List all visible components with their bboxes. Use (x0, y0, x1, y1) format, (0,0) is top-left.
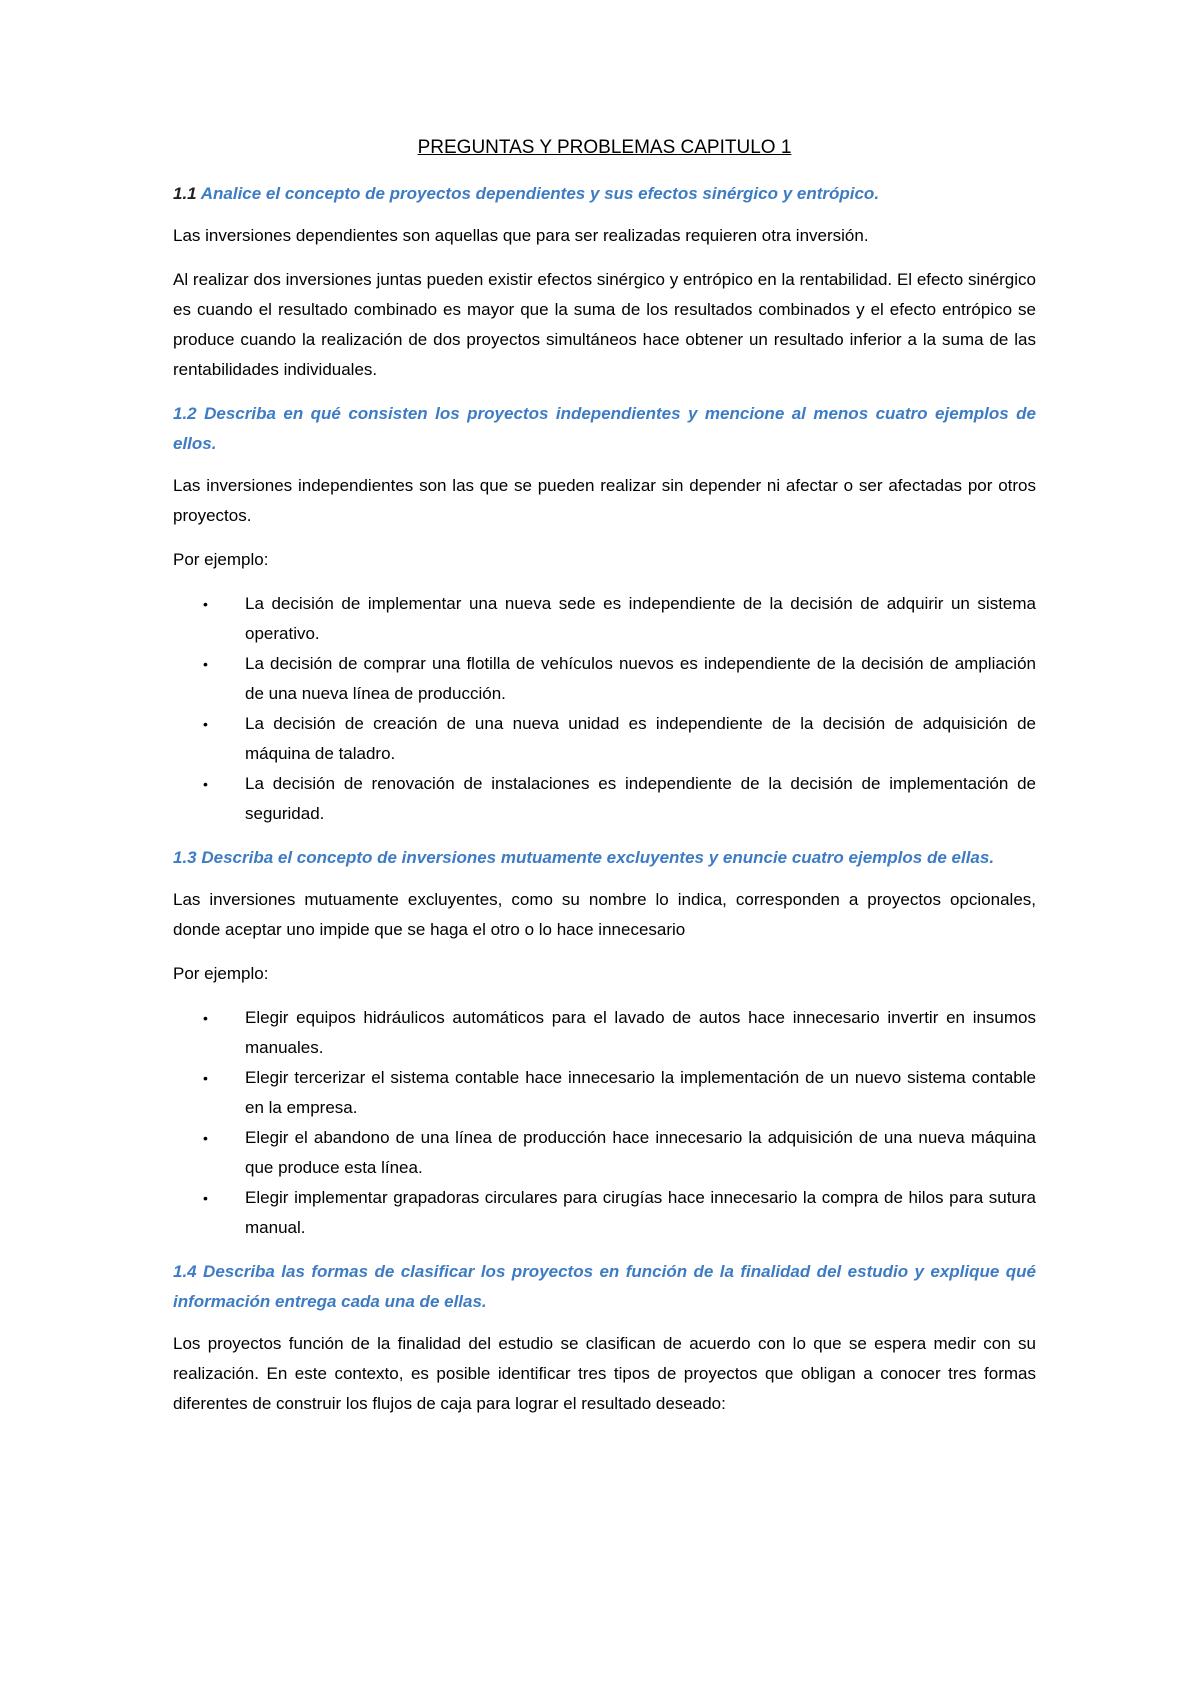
question-number: 1.2 (173, 404, 197, 423)
bullet-icon: • (203, 1010, 208, 1026)
answer-1-1-paragraph-2: Al realizar dos inversiones juntas pueden existir efectos sinérgico y entrópico en la rentabilidad. El efecto sinérgico es cuando el resultado combinado es mayor que la suma de los resultados combinados y el efecto entrópico se produce cuando la realización de dos proyectos simultáneos hace obtener un resultado inferior a la suma de las rentabilidades individuales. (173, 270, 1036, 379)
list-item-text: Elegir implementar grapadoras circulares para cirugías hace innecesario la compra de hilos para sutura manual. (245, 1188, 1036, 1237)
question-1-2 (173, 399, 1036, 459)
question-1-3 (173, 843, 1036, 873)
answer-1-2-example-label: Por ejemplo: (173, 550, 269, 569)
list-item-text: La decisión de implementar una nueva sede es independiente de la decisión de adquirir un sistema operativo. (245, 594, 1036, 643)
question-1-4 (173, 1257, 1036, 1317)
list-item (173, 589, 1036, 649)
list-item (173, 709, 1036, 769)
question-text: Analice el concepto de proyectos dependientes y sus efectos sinérgico y entrópico. (196, 184, 880, 203)
list-item (173, 769, 1036, 829)
answer-1-3-example-label: Por ejemplo: (173, 964, 269, 983)
list-item-text: Elegir tercerizar el sistema contable hace innecesario la implementación de un nuevo sistema contable en la empresa. (245, 1068, 1036, 1117)
list-item-text: Elegir equipos hidráulicos automáticos para el lavado de autos hace innecesario invertir en insumos manuales. (245, 1008, 1036, 1057)
bullet-icon: • (203, 596, 208, 612)
list-item-text: La decisión de renovación de instalaciones es independiente de la decisión de implementación de seguridad. (245, 774, 1036, 823)
list-item (173, 1003, 1036, 1063)
list-item (173, 649, 1036, 709)
question-number: 1.3 (173, 848, 197, 867)
list-item-text: Elegir el abandono de una línea de producción hace innecesario la adquisición de una nueva máquina que produce esta línea. (245, 1128, 1036, 1177)
list-item-text: La decisión de comprar una flotilla de vehículos nuevos es independiente de la decisión de ampliación de una nueva línea de producción. (245, 654, 1036, 703)
answer-1-3-examples-list (173, 1003, 1036, 1243)
question-text: Describa el concepto de inversiones mutuamente excluyentes y enuncie cuatro ejemplos de ellas. (196, 848, 995, 867)
list-item-text: La decisión de creación de una nueva unidad es independiente de la decisión de adquisición de máquina de taladro. (245, 714, 1036, 763)
page-title: PREGUNTAS Y PROBLEMAS CAPITULO 1 (417, 137, 792, 158)
answer-1-4-paragraph-1: Los proyectos función de la finalidad del estudio se clasifican de acuerdo con lo que se espera medir con su realización. En este contexto, es posible identificar tres tipos de proyectos que obligan a conocer tres formas diferentes de construir los flujos de caja para lograr el resultado deseado: (173, 1334, 1036, 1413)
bullet-icon: • (203, 656, 208, 672)
list-item (173, 1123, 1036, 1183)
answer-1-2-paragraph-1: Las inversiones independientes son las que se pueden realizar sin depender ni afectar o ser afectadas por otros proyectos. (173, 476, 1036, 525)
bullet-icon: • (203, 716, 208, 732)
document-page (173, 136, 1036, 1419)
bullet-icon: • (203, 1130, 208, 1146)
question-text: Describa en qué consisten los proyectos independientes y mencione al menos cuatro ejemplos de ellos. (173, 404, 1036, 453)
question-text: Describa las formas de clasificar los proyectos en función de la finalidad del estudio y explique qué información entrega cada una de ellas. (173, 1262, 1036, 1311)
answer-1-1-paragraph-1: Las inversiones dependientes son aquellas que para ser realizadas requieren otra inversión. (173, 226, 869, 245)
list-item (173, 1183, 1036, 1243)
question-number: 1.1 (173, 184, 197, 203)
list-item (173, 1063, 1036, 1123)
bullet-icon: • (203, 1070, 208, 1086)
bullet-icon: • (203, 1190, 208, 1206)
answer-1-2-examples-list (173, 589, 1036, 829)
bullet-icon: • (203, 776, 208, 792)
question-number: 1.4 (173, 1262, 197, 1281)
question-1-1 (173, 179, 1036, 209)
answer-1-3-paragraph-1: Las inversiones mutuamente excluyentes, como su nombre lo indica, corresponden a proyectos opcionales, donde aceptar uno impide que se haga el otro o lo hace innecesario (173, 890, 1036, 939)
